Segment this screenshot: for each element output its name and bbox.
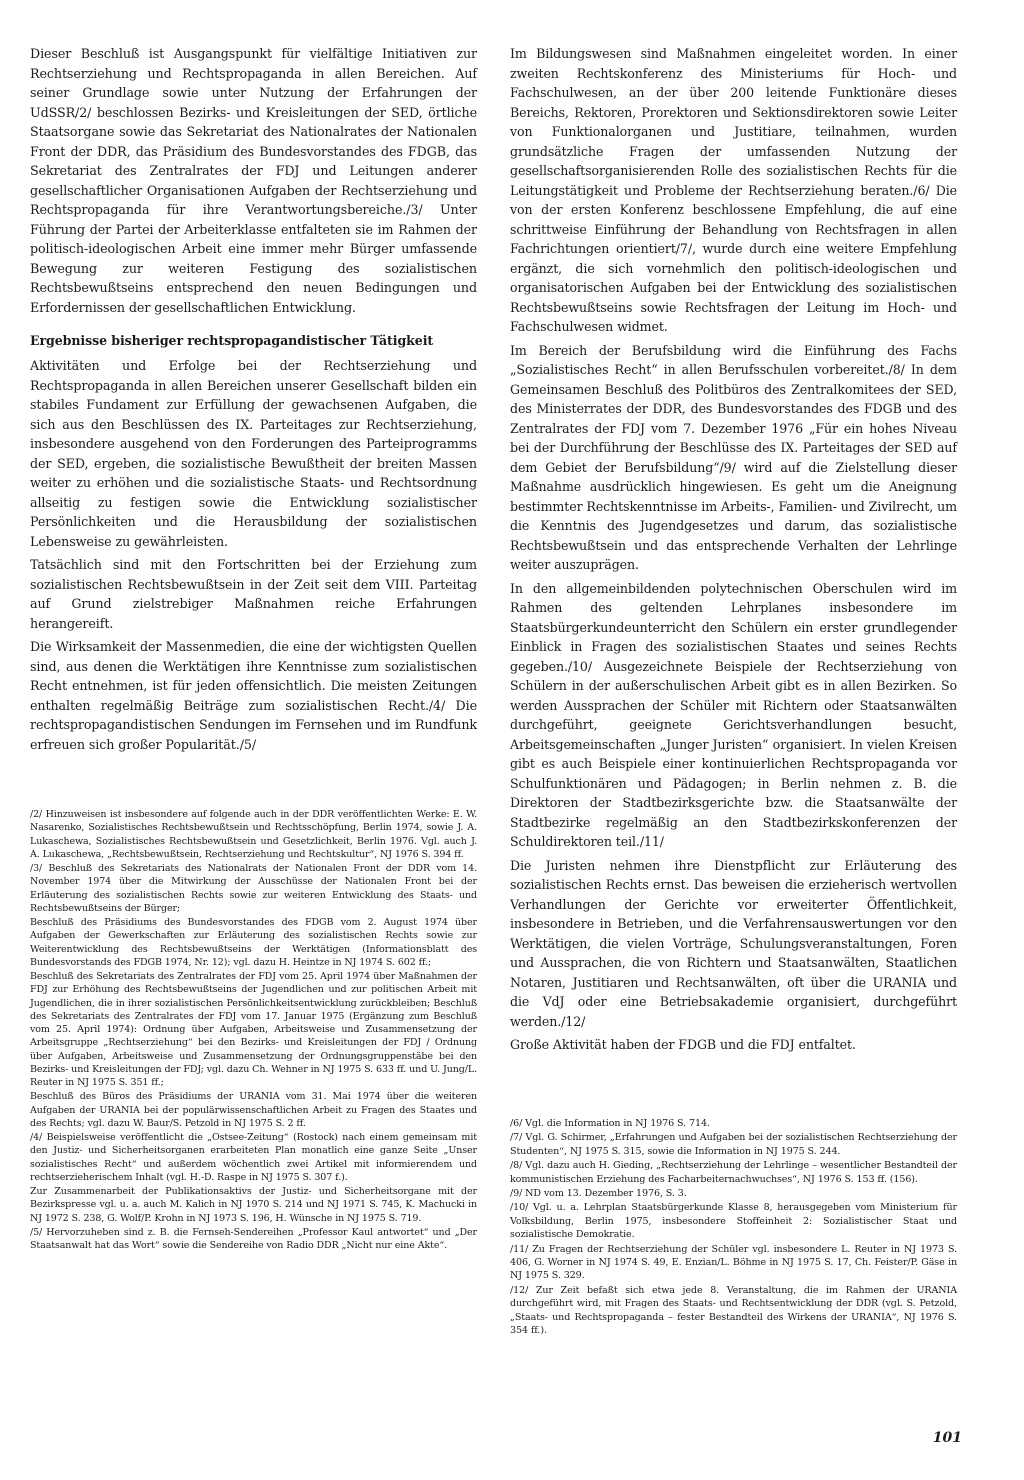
- body-paragraph: Tatsächlich sind mit den Fortschritten bei der Erziehung zum sozialistischen Rechtsbewußtsein in der Zeit seit dem VIII. Parteitag auf Grund zielstrebiger Maßnahmen reiche Erfahrungen herangereift.: [30, 557, 477, 631]
- footnote: /2/ Hinzuweisen ist insbesondere auf folgende auch in der DDR veröffentlichten Werke: E. W. Nasarenko, Sozialistisches Rechtsbewußtsein und Rechtsschöpfung, Berlin 1974, sowie J. A. Lukaschewa, Sozialistisches Rechtsbewußtsein und Gesetzlichkeit, Berlin 1976. Vgl. auch J. A. Lukaschewa, „Rechtsbewußtsein, Rechtserziehung und Rechtskultur“, NJ 1976 S. 394 ff.: [30, 809, 477, 860]
- intro-paragraph: Dieser Beschluß ist Ausgangspunkt für vielfältige Initiativen zur Rechtserziehung und Rechtspropaganda in allen Bereichen. Auf seiner Grundlage sowie unter Nutzung der Erfahrungen der UdSSR/2/ beschlossen Bezirks- und Kreisleitungen der SED, örtliche Staatsorgane sowie das Sekretariat des Nationalrates der Nationalen Front der DDR, das Präsidium des Bundesvorstandes des FDGB, das Sekretariat des Zentralrates der FDJ und Leitungen anderer gesellschaftlicher Organisationen Aufgaben der Rechtserziehung und Rechtspropaganda für ihre Verantwortungsbereiche./3/ Unter Führung der Partei der Arbeiterklasse entfalteten sie im Rahmen der politisch-ideologischen Arbeit eine immer mehr Bürger umfassende Bewegung zur weiteren Festigung des sozialistischen Rechtsbewußtseins entsprechend den neuen Bedingungen und Erfordernissen der gesellschaftlichen Entwicklung.: [30, 46, 477, 315]
- footnote: /12/ Zur Zeit befaßt sich etwa jede 8. Veranstaltung, die im Rahmen der URANIA durchgeführt wird, mit Fragen des Staats- und Rechtsentwicklung der DDR (vgl. S. Petzold, „Staats- und Rechtspropaganda – fester Bestandteil des Wirkens der URANIA“, NJ 1976 S. 354 ff.).: [510, 1284, 957, 1337]
- footnote: Beschluß des Präsidiums des Bundesvorstandes des FDGB vom 2. August 1974 über Aufgaben der Gewerkschaften zur Erläuterung des sozialistischen Rechts sowie zur Weiterentwicklung des Rechtsbewußtseins der Werktätigen (Informationsblatt des Bundesvorstands des FDGB 1974, Nr. 12); vgl. dazu H. Heintze in NJ 1974 S. 602 ff.;: [30, 917, 477, 968]
- section-heading: Ergebnisse bisheriger rechtspropagandistischer Tätigkeit: [30, 333, 434, 348]
- footnote: /10/ Vgl. u. a. Lehrplan Staatsbürgerkunde Klasse 8, herausgegeben vom Ministerium für Volksbildung, Berlin 1975, insbesondere Stoffeinheit 2: Sozialistischer Staat und sozialistische Demokratie.: [510, 1202, 957, 1241]
- page-number: 101: [932, 1430, 962, 1446]
- left-column: [30, 44, 477, 758]
- footnote: Zur Zusammenarbeit der Publikationsaktivs der Justiz- und Sicherheitsorgane mit der Bezirkspresse vgl. u. a. auch M. Kalich in NJ 1970 S. 214 und NJ 1971 S. 745, K. Machucki in NJ 1972 S. 238, G. Wolf/P. Krohn in NJ 1973 S. 196, H. Wünsche in NJ 1975 S. 719.: [30, 1186, 477, 1224]
- left-footnotes: [30, 808, 477, 1253]
- footnote: /9/ ND vom 13. Dezember 1976, S. 3.: [510, 1188, 687, 1200]
- body-paragraph: Aktivitäten und Erfolge bei der Rechtserziehung und Rechtspropaganda in allen Bereichen unserer Gesellschaft bilden ein stabiles Fundament zur Erfüllung der gewachsenen Aufgaben, die sich aus den Beschlüssen des IX. Parteitages zur Rechtserziehung, insbesondere ausgehend von den Forderungen des Parteiprogramms der SED, ergeben, die sozialistische Bewußtheit der breiten Massen weiter zu erhöhen und die sozialistische Staats- und Rechtsordnung allseitig zu festigen sowie die Entwicklung sozialistischer Persönlichkeiten und die Herausbildung der sozialistischen Lebensweise zu gewährleisten.: [30, 358, 477, 549]
- footnote: Beschluß des Sekretariats des Zentralrates der FDJ vom 25. April 1974 über Maßnahmen der FDJ zur Erhöhung des Rechtsbewußtseins der Jugendlichen und zur politischen Arbeit mit Jugendlichen, die in ihrer sozialistischen Persönlichkeitsentwicklung zurückbleiben; Beschluß des Sekretariats des Zentralrates der FDJ vom 17. Januar 1975 (Ergänzung zum Beschluß vom 25. April 1974): Ordnung über Aufgaben, Arbeitsweise und Zusammensetzung der Arbeitsgruppe „Rechtserziehung“ bei den Bezirks- und Kreisleitungen der FDJ / Ordnung über Aufgaben, Arbeitsweise und Zusammensetzung der Ordnungsgruppenstäbe bei den Bezirks- und Kreisleitungen der FDJ; vgl. dazu Ch. Wehner in NJ 1975 S. 633 ff. und U. Jung/L. Reuter in NJ 1975 S. 351 ff.;: [30, 971, 477, 1088]
- footnote: /3/ Beschluß des Sekretariats des Nationalrats der Nationalen Front der DDR vom 14. November 1974 über die Mitwirkung der Ausschüsse der Nationalen Front bei der Erläuterung des sozialistischen Rechts sowie zur weiteren Entwicklung des Staats- und Rechtsbewußtseins der Bürger;: [30, 863, 477, 914]
- footnote: /6/ Vgl. die Information in NJ 1976 S. 714.: [510, 1118, 710, 1129]
- body-paragraph: Die Juristen nehmen ihre Dienstpflicht zur Erläuterung des sozialistischen Rechts ernst. Das beweisen die erzieherisch wertvollen Verhandlungen der Gerichte vor erweiterter Öffentlichkeit, insbesondere in Betrieben, und die Verfahrensauswertungen vor den Werktätigen, die vielen Vorträge, Schulungsveranstaltungen, Foren und Aussprachen, die von Richtern und Staatsanwälten, Staatlichen Notaren, Justitiaren und Rechtsanwälten, oft über die URANIA und die VdJ oder eine Betriebsakademie organisiert, durchgeführt werden./12/: [510, 857, 957, 1029]
- right-column: [510, 44, 957, 1059]
- body-paragraph: Im Bildungswesen sind Maßnahmen eingeleitet worden. In einer zweiten Rechtskonferenz des Ministeriums für Hoch- und Fachschulwesen, an der über 200 leitende Funktionäre dieses Bereichs, Rektoren, Prorektoren und Sektionsdirektoren sowie Leiter von Funktionalorganen und Justitiare, teilnahmen, wurden grundsätzliche Fragen der umfassenden Nutzung der gesellschaftsorganisierenden Rolle des sozialistischen Rechts für die Leitungstätigkeit und Probleme der Rechtserziehung beraten./6/ Die von der ersten Konferenz beschlossene Empfehlung, die auf eine schrittweise Einführung der Behandlung von Rechtsfragen in allen Fachrichtungen orientiert/7/, wurde durch eine weitere Empfehlung ergänzt, die sich vornehmlich den politisch-ideologischen und organisatorischen Aufgaben bei der Entwicklung des sozialistischen Rechtsbewußtseins sowie Rechtsfragen der Leitung im Hoch- und Fachschulwesen widmet.: [510, 46, 957, 334]
- footnote: /4/ Beispielsweise veröffentlicht die „Ostsee-Zeitung“ (Rostock) nach einem gemeinsam mit den Justiz- und Sicherheitsorganen erarbeiteten Plan monatlich eine ganze Seite „Unser sozialistisches Recht“ und außerdem wöchentlich zwei Artikel mit informierendem und rechtserzieherischem Inhalt (vgl. H.-D. Raspe in NJ 1975 S. 307 f.).: [30, 1132, 477, 1183]
- footnote: /7/ Vgl. G. Schirmer, „Erfahrungen und Aufgaben bei der sozialistischen Rechtserziehung der Studenten“, NJ 1975 S. 315, sowie die Information in NJ 1975 S. 244.: [510, 1132, 957, 1157]
- body-paragraph: Große Aktivität haben der FDGB und die FDJ entfaltet.: [510, 1037, 856, 1052]
- body-paragraph: Im Bereich der Berufsbildung wird die Einführung des Fachs „Sozialistisches Recht“ in allen Berufsschulen vorbereitet./8/ In dem Gemeinsamen Beschluß des Politbüros des Zentralkomitees der SED, des Ministerrates der DDR, des Bundesvorstandes des FDGB und des Zentralrates der FDJ vom 7. Dezember 1976 „Für ein hohes Niveau bei der Durchführung der Beschlüsse des IX. Parteitages der SED auf dem Gebiet der Berufsbildung“/9/ wird auf die Zielstellung dieser Maßnahme ausdrücklich hingewiesen. Es geht um die Aneignung bestimmter Rechtskenntnisse im Arbeits-, Familien- und Zivilrecht, um die Kenntnis des Jugendgesetzes und darum, das sozialistische Rechtsbewußtsein und das entsprechende Verhalten der Lehrlinge weiter auszuprägen.: [510, 342, 957, 572]
- right-footnotes: [510, 1117, 957, 1339]
- footnote: /11/ Zu Fragen der Rechtserziehung der Schüler vgl. insbesondere L. Reuter in NJ 1973 S. 406, G. Worner in NJ 1974 S. 49, E. Enzian/L. Böhme in NJ 1975 S. 17, Ch. Feister/P. Gäse in NJ 1975 S. 329.: [510, 1243, 957, 1282]
- body-paragraph: Die Wirksamkeit der Massenmedien, die eine der wichtigsten Quellen sind, aus denen die Werktätigen ihre Kenntnisse zum sozialistischen Recht entnehmen, ist für jeden offensichtlich. Die meisten Zeitungen enthalten regelmäßig Beiträge zum sozialistischen Recht./4/ Die rechtspropagandistischen Sendungen im Fernsehen und im Rundfunk erfreuen sich großer Popularität./5/: [30, 639, 477, 752]
- footnote: Beschluß des Büros des Präsidiums der URANIA vom 31. Mai 1974 über die weiteren Aufgaben der URANIA bei der populärwissenschaftlichen Arbeit zu Fragen des Staates und des Rechts; vgl. dazu W. Baur/S. Petzold in NJ 1975 S. 2 ff.: [30, 1091, 477, 1129]
- footnote: /8/ Vgl. dazu auch H. Gieding, „Rechtserziehung der Lehrlinge – wesentlicher Bestandteil der kommunistischen Erziehung des Facharbeiternachwuchses“, NJ 1976 S. 153 ff. (156).: [510, 1160, 957, 1185]
- footnote: /5/ Hervorzuheben sind z. B. die Fernseh-Sendereihen „Professor Kaul antwortet“ und „Der Staatsanwalt hat das Wort“ sowie die Sendereihe von Radio DDR „Nicht nur eine Akte“.: [30, 1226, 477, 1251]
- body-paragraph: In den allgemeinbildenden polytechnischen Oberschulen wird im Rahmen des geltenden Lehrplanes insbesondere im Staatsbürgerkundeunterricht den Schülern ein erster grundlegender Einblick in Fragen des sozialistischen Staates und seines Rechts gegeben./10/ Ausgezeichnete Beispiele der Rechtserziehung von Schülern in der außerschulischen Arbeit gibt es in allen Bezirken. So werden Aussprachen der Schüler mit Richtern oder Staatsanwälten durchgeführt, geeignete Gerichtsverhandlungen besucht, Arbeitsgemeinschaften „Junger Juristen“ organisiert. In vielen Kreisen gibt es auch Beispiele einer kontinuierlichen Rechtspropaganda vor Schulfunktionären und Pädagogen; in Berlin nehmen z. B. die Direktoren der Stadtbezirksgerichte bzw. die Staatsanwälte der Stadtbezirke regelmäßig an den Stadtbezirkskonferenzen der Schuldirektoren teil./11/: [510, 580, 957, 849]
